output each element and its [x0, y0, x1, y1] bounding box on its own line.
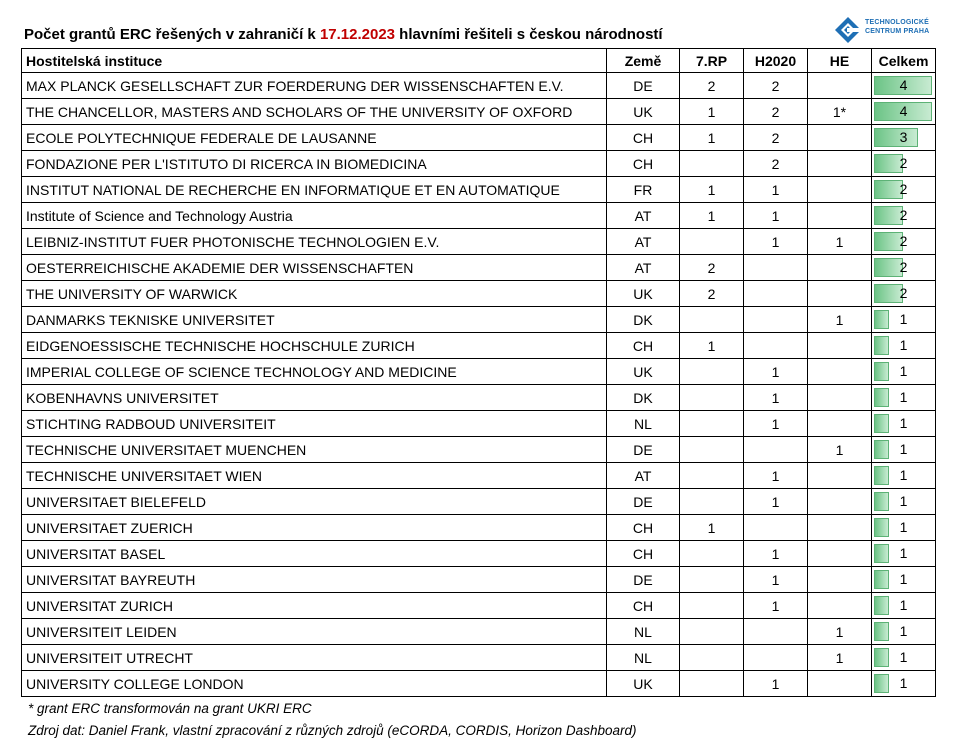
h2020-cell: 1 [744, 229, 808, 255]
total-value: 1 [899, 441, 908, 457]
fp7-cell [680, 151, 744, 177]
table-row [22, 333, 936, 359]
total-cell [872, 203, 936, 229]
total-value: 1 [899, 389, 908, 405]
total-value: 1 [899, 649, 908, 665]
table-row [22, 125, 936, 151]
h2020-cell: 2 [744, 151, 808, 177]
logo-line-1: TECHNOLOGICKÉ [865, 19, 930, 26]
logo-text [865, 18, 929, 36]
he-cell: 1 [808, 437, 872, 463]
institution-cell: UNIVERSITY COLLEGE LONDON [22, 671, 607, 697]
total-cell [872, 411, 936, 437]
fp7-cell [680, 671, 744, 697]
table-row [22, 255, 936, 281]
table-row [22, 229, 936, 255]
he-cell [808, 593, 872, 619]
country-cell: AT [607, 463, 680, 489]
total-cell [872, 567, 936, 593]
h2020-cell: 1 [744, 541, 808, 567]
fp7-cell [680, 359, 744, 385]
total-value: 2 [899, 259, 908, 275]
total-cell [872, 177, 936, 203]
institution-cell: TECHNISCHE UNIVERSITAET MUENCHEN [22, 437, 607, 463]
fp7-cell [680, 385, 744, 411]
country-cell: UK [607, 99, 680, 125]
total-cell [872, 307, 936, 333]
country-cell: CH [607, 151, 680, 177]
total-cell [872, 671, 936, 697]
h2020-cell [744, 281, 808, 307]
total-value: 1 [899, 493, 908, 509]
he-cell: 1 [808, 307, 872, 333]
table-body [22, 73, 936, 697]
institution-cell: Institute of Science and Technology Austria [22, 203, 607, 229]
institution-cell: OESTERREICHISCHE AKADEMIE DER WISSENSCHAFTEN [22, 255, 607, 281]
total-cell [872, 125, 936, 151]
fp7-cell [680, 645, 744, 671]
he-cell [808, 73, 872, 99]
table-row [22, 593, 936, 619]
table-row [22, 73, 936, 99]
total-value: 3 [899, 129, 908, 145]
table-row [22, 385, 936, 411]
institution-cell: FONDAZIONE PER L'ISTITUTO DI RICERCA IN BIOMEDICINA [22, 151, 607, 177]
fp7-cell: 1 [680, 203, 744, 229]
page-title [24, 26, 663, 43]
institution-cell: DANMARKS TEKNISKE UNIVERSITET [22, 307, 607, 333]
country-cell: DE [607, 73, 680, 99]
institution-cell: ECOLE POLYTECHNIQUE FEDERALE DE LAUSANNE [22, 125, 607, 151]
total-cell [872, 645, 936, 671]
table-row [22, 437, 936, 463]
h2020-cell: 1 [744, 359, 808, 385]
logo-line-2: CENTRUM PRAHA [865, 28, 930, 35]
total-value: 1 [899, 623, 908, 639]
h2020-cell [744, 645, 808, 671]
he-cell [808, 541, 872, 567]
total-value: 1 [899, 545, 908, 561]
h2020-cell [744, 333, 808, 359]
institution-cell: IMPERIAL COLLEGE OF SCIENCE TECHNOLOGY AND MEDICINE [22, 359, 607, 385]
country-cell: NL [607, 619, 680, 645]
fp7-cell [680, 619, 744, 645]
table-row [22, 99, 936, 125]
total-cell [872, 385, 936, 411]
total-value: 1 [899, 597, 908, 613]
table-row [22, 567, 936, 593]
title-date: 17.12.2023 [319, 26, 396, 43]
h2020-cell: 1 [744, 411, 808, 437]
country-cell: CH [607, 541, 680, 567]
country-cell: UK [607, 359, 680, 385]
source-note: Zdroj dat: Daniel Frank, vlastní zpracování z různých zdrojů (eCORDA, CORDIS, Horizon Dashboard) [28, 723, 637, 738]
title-prefix: Počet grantů ERC řešených v zahraničí k [24, 26, 320, 43]
footnote: * grant ERC transformován na grant UKRI ERC [28, 701, 312, 716]
h2020-cell: 1 [744, 489, 808, 515]
fp7-cell: 1 [680, 99, 744, 125]
institution-cell: MAX PLANCK GESELLSCHAFT ZUR FOERDERUNG DER WISSENSCHAFTEN E.V. [22, 73, 607, 99]
country-cell: AT [607, 255, 680, 281]
table-row [22, 359, 936, 385]
country-cell: CH [607, 125, 680, 151]
table-header-row [22, 49, 936, 73]
h2020-cell: 1 [744, 463, 808, 489]
table-row [22, 489, 936, 515]
table-row [22, 671, 936, 697]
fp7-cell: 2 [680, 281, 744, 307]
fp7-cell: 2 [680, 255, 744, 281]
table-row [22, 281, 936, 307]
total-value: 1 [899, 363, 908, 379]
header-h2020: H2020 [744, 49, 808, 73]
total-cell [872, 229, 936, 255]
country-cell: NL [607, 645, 680, 671]
total-cell [872, 333, 936, 359]
total-cell [872, 281, 936, 307]
he-cell [808, 489, 872, 515]
h2020-cell: 1 [744, 385, 808, 411]
he-cell [808, 151, 872, 177]
h2020-cell [744, 437, 808, 463]
country-cell: NL [607, 411, 680, 437]
country-cell: UK [607, 671, 680, 697]
country-cell: DE [607, 437, 680, 463]
total-cell [872, 463, 936, 489]
institution-cell: STICHTING RADBOUD UNIVERSITEIT [22, 411, 607, 437]
institution-cell: UNIVERSITAT ZURICH [22, 593, 607, 619]
table-row [22, 645, 936, 671]
logo-icon [833, 15, 863, 45]
h2020-cell: 1 [744, 671, 808, 697]
grants-table [21, 48, 936, 697]
fp7-cell: 1 [680, 333, 744, 359]
h2020-cell [744, 255, 808, 281]
country-cell: DE [607, 567, 680, 593]
total-cell [872, 515, 936, 541]
country-cell: AT [607, 229, 680, 255]
institution-cell: UNIVERSITEIT UTRECHT [22, 645, 607, 671]
fp7-cell [680, 541, 744, 567]
fp7-cell: 2 [680, 73, 744, 99]
total-value: 4 [899, 77, 908, 93]
country-cell: DE [607, 489, 680, 515]
total-cell [872, 73, 936, 99]
header-institution: Hostitelská instituce [22, 49, 607, 73]
institution-cell: KOBENHAVNS UNIVERSITET [22, 385, 607, 411]
total-cell [872, 359, 936, 385]
country-cell: CH [607, 333, 680, 359]
country-cell: DK [607, 307, 680, 333]
table-row [22, 411, 936, 437]
fp7-cell [680, 593, 744, 619]
table-row [22, 619, 936, 645]
h2020-cell: 2 [744, 125, 808, 151]
fp7-cell [680, 229, 744, 255]
title-suffix: hlavními řešiteli s českou národností [395, 26, 663, 43]
fp7-cell [680, 307, 744, 333]
he-cell: 1* [808, 99, 872, 125]
he-cell [808, 567, 872, 593]
total-value: 2 [899, 285, 908, 301]
country-cell: DK [607, 385, 680, 411]
institution-cell: INSTITUT NATIONAL DE RECHERCHE EN INFORMATIQUE ET EN AUTOMATIQUE [22, 177, 607, 203]
he-cell [808, 203, 872, 229]
header-country: Země [607, 49, 680, 73]
fp7-cell: 1 [680, 515, 744, 541]
h2020-cell [744, 619, 808, 645]
total-value: 2 [899, 233, 908, 249]
table-row [22, 541, 936, 567]
he-cell [808, 359, 872, 385]
institution-cell: LEIBNIZ-INSTITUT FUER PHOTONISCHE TECHNOLOGIEN E.V. [22, 229, 607, 255]
h2020-cell: 2 [744, 99, 808, 125]
he-cell [808, 333, 872, 359]
he-cell [808, 177, 872, 203]
total-value: 1 [899, 467, 908, 483]
header-fp7: 7.RP [680, 49, 744, 73]
he-cell [808, 281, 872, 307]
fp7-cell [680, 567, 744, 593]
fp7-cell: 1 [680, 177, 744, 203]
total-value: 2 [899, 181, 908, 197]
logo [833, 12, 953, 48]
total-value: 2 [899, 155, 908, 171]
institution-cell: EIDGENOESSISCHE TECHNISCHE HOCHSCHULE ZURICH [22, 333, 607, 359]
header-he: HE [808, 49, 872, 73]
total-cell [872, 619, 936, 645]
country-cell: FR [607, 177, 680, 203]
total-cell [872, 541, 936, 567]
total-value: 2 [899, 207, 908, 223]
table-row [22, 151, 936, 177]
total-value: 1 [899, 675, 908, 691]
total-value: 1 [899, 571, 908, 587]
he-cell: 1 [808, 229, 872, 255]
he-cell [808, 125, 872, 151]
total-cell [872, 151, 936, 177]
total-cell [872, 255, 936, 281]
he-cell [808, 411, 872, 437]
total-cell [872, 593, 936, 619]
institution-cell: UNIVERSITAT BASEL [22, 541, 607, 567]
fp7-cell [680, 489, 744, 515]
fp7-cell: 1 [680, 125, 744, 151]
country-cell: CH [607, 515, 680, 541]
he-cell [808, 515, 872, 541]
country-cell: CH [607, 593, 680, 619]
table-row [22, 515, 936, 541]
table-row [22, 203, 936, 229]
total-value: 1 [899, 311, 908, 327]
institution-cell: TECHNISCHE UNIVERSITAET WIEN [22, 463, 607, 489]
institution-cell: THE CHANCELLOR, MASTERS AND SCHOLARS OF THE UNIVERSITY OF OXFORD [22, 99, 607, 125]
fp7-cell [680, 411, 744, 437]
h2020-cell [744, 515, 808, 541]
h2020-cell: 1 [744, 203, 808, 229]
he-cell [808, 385, 872, 411]
header-total: Celkem [872, 49, 936, 73]
country-cell: UK [607, 281, 680, 307]
institution-cell: UNIVERSITAET ZUERICH [22, 515, 607, 541]
total-value: 1 [899, 519, 908, 535]
h2020-cell: 1 [744, 177, 808, 203]
total-cell [872, 437, 936, 463]
institution-cell: UNIVERSITAET BIELEFELD [22, 489, 607, 515]
table-row [22, 463, 936, 489]
total-cell [872, 99, 936, 125]
h2020-cell: 1 [744, 593, 808, 619]
he-cell [808, 463, 872, 489]
country-cell: AT [607, 203, 680, 229]
fp7-cell [680, 437, 744, 463]
total-cell [872, 489, 936, 515]
institution-cell: UNIVERSITAT BAYREUTH [22, 567, 607, 593]
he-cell: 1 [808, 645, 872, 671]
he-cell [808, 255, 872, 281]
h2020-cell: 2 [744, 73, 808, 99]
institution-cell: THE UNIVERSITY OF WARWICK [22, 281, 607, 307]
institution-cell: UNIVERSITEIT LEIDEN [22, 619, 607, 645]
total-value: 4 [899, 103, 908, 119]
total-value: 1 [899, 415, 908, 431]
table-row [22, 307, 936, 333]
table-row [22, 177, 936, 203]
fp7-cell [680, 463, 744, 489]
total-value: 1 [899, 337, 908, 353]
he-cell: 1 [808, 619, 872, 645]
he-cell [808, 671, 872, 697]
h2020-cell: 1 [744, 567, 808, 593]
h2020-cell [744, 307, 808, 333]
